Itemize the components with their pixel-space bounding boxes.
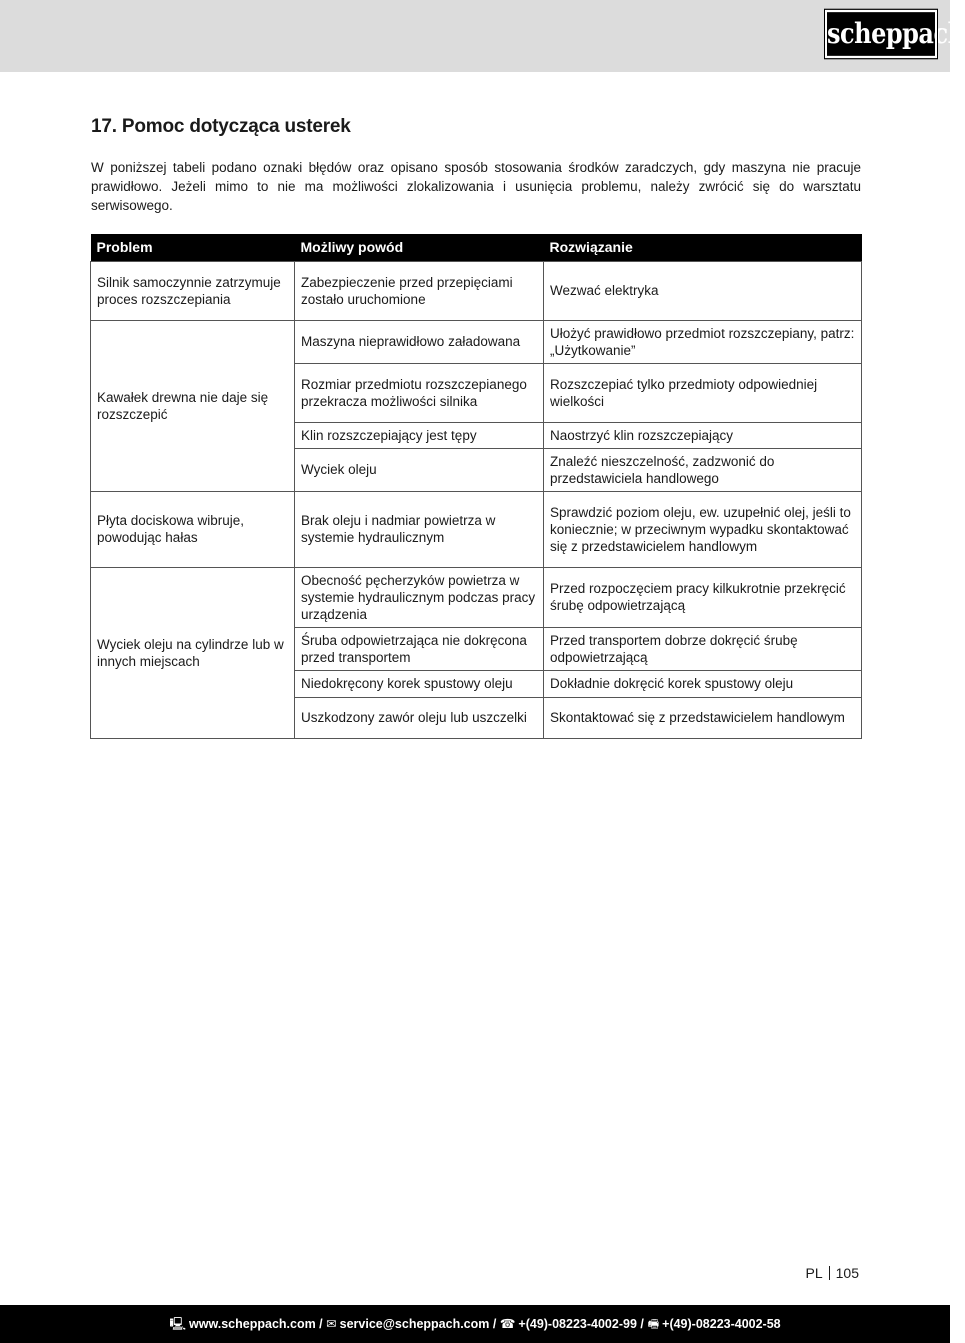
cause-cell: Wyciek oleju: [295, 448, 544, 491]
email-icon: ✉: [326, 1317, 337, 1331]
computer-icon: 🖳: [169, 1317, 187, 1331]
problem-cell: Silnik samoczynnie zatrzymuje proces rozszczepiania: [91, 261, 295, 320]
column-header-cause: Możliwy powód: [295, 234, 544, 261]
cause-cell: Niedokręcony korek spustowy oleju: [295, 670, 544, 697]
fax-icon: 🖷: [647, 1317, 660, 1331]
email-link[interactable]: service@scheppach.com /: [339, 1317, 497, 1331]
solution-cell: Wezwać elektryka: [544, 261, 862, 320]
page-number: 105: [835, 1265, 859, 1281]
cause-cell: Śruba odpowietrzająca nie dokręcona przed transportem: [295, 627, 544, 670]
troubleshooting-table: [90, 234, 862, 739]
cause-cell: Uszkodzony zawór oleju lub uszczelki: [295, 697, 544, 738]
column-header-solution: Rozwiązanie: [544, 234, 862, 261]
solution-cell: Ułożyć prawidłowo przedmiot rozszczepiany, patrz: „Użytkowanie”: [544, 320, 862, 363]
cause-cell: Klin rozszczepiający jest tępy: [295, 422, 544, 448]
column-header-problem: Problem: [91, 234, 295, 261]
table-header-row: [91, 234, 862, 261]
cause-cell: Obecność pęcherzyków powietrza w systemie hydraulicznym podczas pracy urządzenia: [295, 567, 544, 627]
solution-cell: Dokładnie dokręcić korek spustowy oleju: [544, 670, 862, 697]
table-row: [91, 261, 862, 320]
cause-cell: Maszyna nieprawidłowo załadowana: [295, 320, 544, 363]
section-intro: W poniższej tabeli podano oznaki błędów oraz opisano sposób stosowania środków zaradczych, gdy maszyna nie pracuje prawidłowo. Jeżeli mimo to nie ma możliwości zlokalizowania i usunięcia problemu, należy zwrócić się do warsztatu serwisowego.: [91, 160, 861, 213]
scheppach-logo: scheppach: [825, 10, 937, 58]
phone-number: +(49)-08223-4002-99 /: [518, 1317, 644, 1331]
problem-cell: Kawałek drewna nie daje się rozszczepić: [91, 320, 295, 491]
page-separator: [829, 1266, 830, 1280]
table-row: [91, 320, 862, 363]
cause-cell: Zabezpieczenie przed przepięciami zostało uruchomione: [295, 261, 544, 320]
solution-cell: Przed rozpoczęciem pracy kilkukrotnie przekręcić śrubę odpowietrzającą: [544, 567, 862, 627]
table-row: [91, 567, 862, 627]
table-row: [91, 491, 862, 567]
footer-bar: [0, 1305, 950, 1343]
phone-icon: ☎: [499, 1317, 516, 1331]
problem-cell: Płyta dociskowa wibruje, powodując hałas: [91, 491, 295, 567]
solution-cell: Znaleźć nieszczelność, zadzwonić do przedstawiciela handlowego: [544, 448, 862, 491]
problem-cell: Wyciek oleju na cylindrze lub w innych miejscach: [91, 567, 295, 738]
header-bar: [0, 0, 965, 72]
language-code: PL: [805, 1265, 823, 1281]
fax-number: +(49)-08223-4002-58: [662, 1317, 781, 1331]
solution-cell: Naostrzyć klin rozszczepiający: [544, 422, 862, 448]
solution-cell: Rozszczepiać tylko przedmioty odpowiedniej wielkości: [544, 363, 862, 422]
solution-cell: Sprawdzić poziom oleju, ew. uzupełnić olej, jeśli to koniecznie; w przeciwnym wypadku skontaktować się z przedstawicielem handlowym: [544, 491, 862, 567]
website-link[interactable]: www.scheppach.com /: [189, 1317, 323, 1331]
solution-cell: Przed transportem dobrze dokręcić śrubę odpowietrzającą: [544, 627, 862, 670]
cause-cell: Brak oleju i nadmiar powietrza w systemie hydraulicznym: [295, 491, 544, 567]
page-number-block: [806, 1265, 859, 1281]
cause-cell: Rozmiar przedmiotu rozszczepianego przekracza możliwości silnika: [295, 363, 544, 422]
section-title: 17. Pomoc dotycząca usterek: [91, 116, 351, 137]
solution-cell: Skontaktować się z przedstawicielem handlowym: [544, 697, 862, 738]
